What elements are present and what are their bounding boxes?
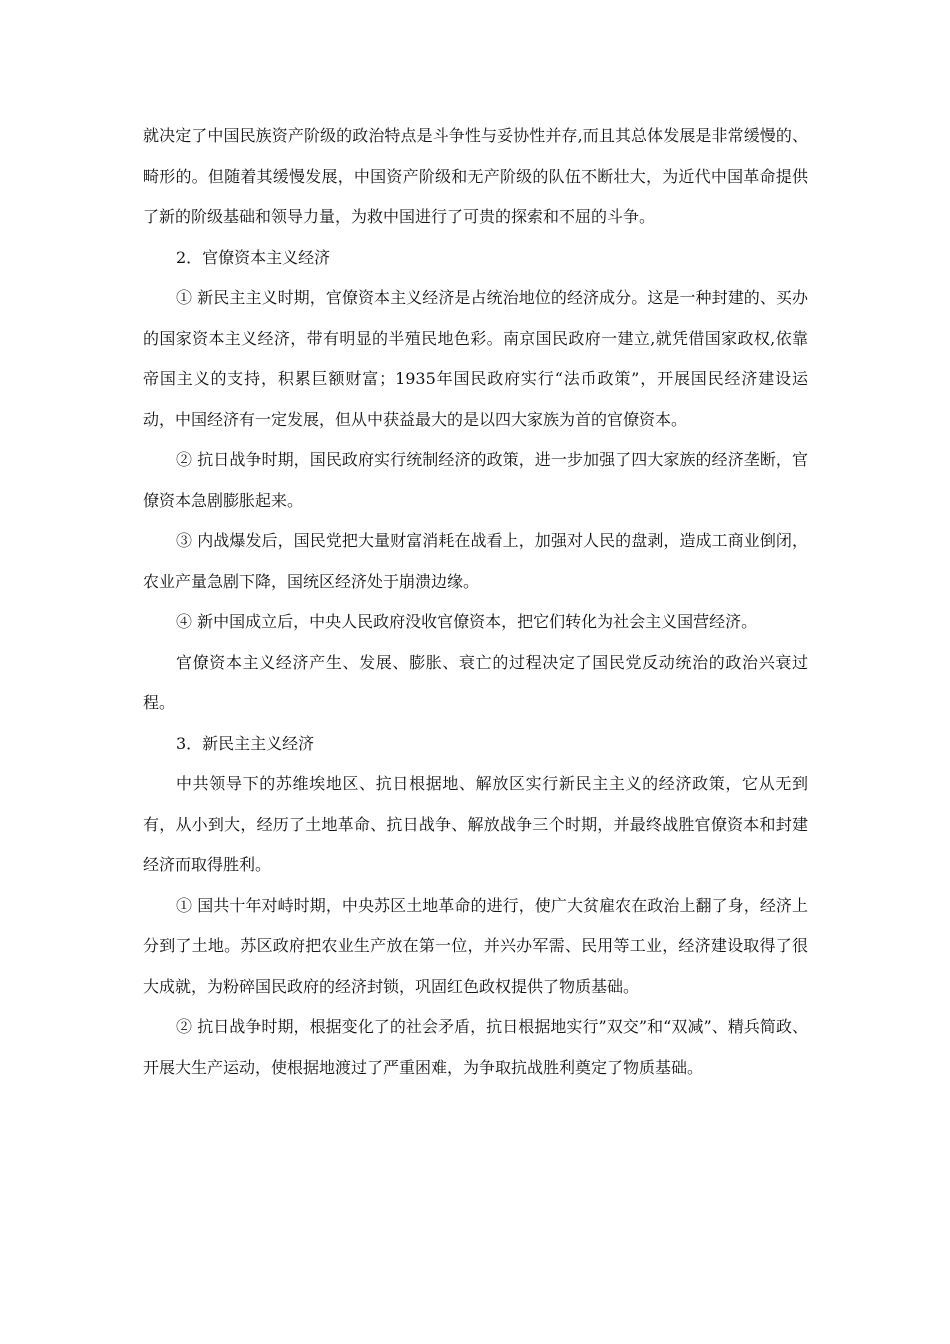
paragraph-item-5: ① 国共十年对峙时期，中央苏区土地革命的进行，使广大贫雇农在政治上翻了身，经济上分到了土地。苏区政府把农业生产放在第一位，并兴办军需、民用等工业，经济建设取得了很大成就，为粉碎国民政府的经济封锁，巩固红色政权提供了物质基础。 bbox=[143, 895, 808, 996]
paragraph-item-4: ④ 新中国成立后，中央人民政府没收官僚资本，把它们转化为社会主义国营经济。 bbox=[176, 612, 758, 631]
paragraph-item-2: ② 抗日战争时期，国民政府实行统制经济的政策，进一步加强了四大家族的经济垄断，官僚资本急剧膨胀起来。 bbox=[143, 450, 808, 510]
paragraph-intro: 中共领导下的苏维埃地区、抗日根据地、解放区实行新民主主义的经济政策，它从无到有，从小到大，经历了土地革命、抗日战争、解放战争三个时期，并最终战胜官僚资本和封建经济而取得胜利。 bbox=[143, 774, 808, 874]
paragraph-item-6: ② 抗日战争时期，根据变化了的社会矛盾，抗日根据地实行”双交”和“双减”、精兵简政、开展大生产运动，使根据地渡过了严重困难，为争取抗战胜利奠定了物质基础。 bbox=[143, 1017, 808, 1077]
paragraph-item-1: ① 新民主主义时期，官僚资本主义经济是占统治地位的经济成分。这是一种封建的、买办的国家资本主义经济，带有明显的半殖民地色彩。南京国民政府一建立,就凭借国家政权,依靠帝国主义的支持，积累巨额财富；1935年国民政府实行“法币政策”，开展国民经济建设运动，中国经济有一定发展，但从中获益最大的是以四大家族为首的官僚资本。 bbox=[143, 288, 808, 429]
body-text bbox=[143, 116, 808, 1088]
section-heading-new-democratic: 3．新民主主义经济 bbox=[176, 733, 315, 753]
paragraph-continuation: 就决定了中国民族资产阶级的政治特点是斗争性与妥协性并存,而且其总体发展是非常缓慢的、畸形的。但随着其缓慢发展，中国资产阶级和无产阶级的队伍不断壮大，为近代中国革命提供了新的阶级基础和领导力量，为救中国进行了可贵的探索和不屈的斗争。 bbox=[143, 126, 808, 226]
paragraph-item-3: ③ 内战爆发后，国民党把大量财富消耗在战看上，加强对人民的盘剥，造成工商业倒闭，农业产量急剧下降，国统区经济处于崩溃边缘。 bbox=[143, 531, 808, 591]
section-heading-bureaucratic-capital: 2．官僚资本主义经济 bbox=[176, 247, 331, 267]
paragraph-summary: 官僚资本主义经济产生、发展、膨胀、衰亡的过程决定了国民党反动统治的政治兴衰过程。 bbox=[143, 652, 808, 712]
